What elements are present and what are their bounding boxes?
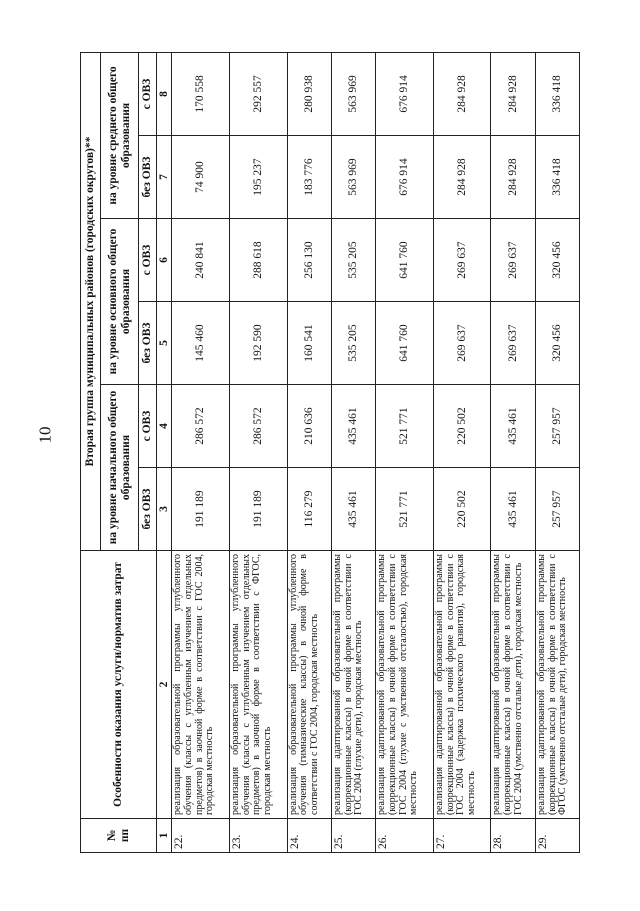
row-description: реализация образовательной программы углубленного обучения (гимназические классы) в очной форме в соответствии с ГОС 2004, городская местность <box>287 551 331 819</box>
cost-value: 257 957 <box>535 385 579 468</box>
row-number: 28. <box>491 819 535 853</box>
cost-value: 284 928 <box>491 52 535 135</box>
table-row <box>535 52 579 852</box>
column-index: 7 <box>157 136 172 219</box>
cost-value: 210 636 <box>287 385 331 468</box>
cost-value: 676 914 <box>376 52 434 135</box>
header-sub: с ОВЗ <box>139 52 157 135</box>
cost-value: 116 279 <box>287 468 331 551</box>
cost-value: 535 205 <box>331 302 375 385</box>
table-row <box>331 52 375 852</box>
cost-value: 170 558 <box>172 52 230 135</box>
header-level-secondary: на уровне среднего общего образования <box>101 52 139 218</box>
row-description: реализация адаптированной образовательной программы (коррекционные классы) в очной форме в соответствии с ГОС 2004 (умственно отсталые дети), городская местность <box>491 551 535 819</box>
cost-value: 192 590 <box>229 302 287 385</box>
cost-value: 269 637 <box>433 219 491 302</box>
cost-value: 195 237 <box>229 136 287 219</box>
row-description: реализация адаптированной образовательной программы (коррекционные классы) в очной форме в соответствии с ГОС 2004 (задержка психического развития), городская местность <box>433 551 491 819</box>
cost-value: 280 938 <box>287 52 331 135</box>
row-number: 23. <box>229 819 287 853</box>
column-index: 6 <box>157 219 172 302</box>
cost-value: 676 914 <box>376 136 434 219</box>
row-description: реализация адаптированной образовательной программы (коррекционные классы) в очной форме в соответствии с ФГОС (умственно отсталые дети), городская местность <box>535 551 579 819</box>
header-group: Вторая группа муниципальных районов (городских округов)** <box>81 52 101 550</box>
cost-value: 284 928 <box>433 136 491 219</box>
column-index: 8 <box>157 52 172 135</box>
row-number: 25. <box>331 819 375 853</box>
cost-value: 191 189 <box>229 468 287 551</box>
cost-value: 269 637 <box>433 302 491 385</box>
cost-value: 320 456 <box>535 219 579 302</box>
cost-value: 435 461 <box>491 468 535 551</box>
cost-value: 284 928 <box>491 136 535 219</box>
row-description: реализация адаптированной образовательной программы (коррекционные классы) в очной форме в соответствии с ГОС 2004 (глухие с умственной отсталостью), городская местность <box>376 551 434 819</box>
cost-value: 563 969 <box>331 52 375 135</box>
cost-value: 435 461 <box>331 468 375 551</box>
row-number: 29. <box>535 819 579 853</box>
cost-value: 563 969 <box>331 136 375 219</box>
cost-value: 292 557 <box>229 52 287 135</box>
cost-value: 191 189 <box>172 468 230 551</box>
cost-value: 336 418 <box>535 136 579 219</box>
cost-value: 521 771 <box>376 468 434 551</box>
cost-value: 435 461 <box>331 385 375 468</box>
column-index: 4 <box>157 385 172 468</box>
row-description: реализация образовательной программы углубленного обучения (классы с углубленным изучением отдельных предметов) в заочной форме в соответствии с ФГОС, городская местность <box>229 551 287 819</box>
row-description: реализация образовательной программы углубленного обучения (классы с углубленным изучением отдельных предметов) в заочной форме в соответствии с ГОС 2004, городская местность <box>172 551 230 819</box>
header-feature: Особенности оказания услуги/норматив затрат <box>81 551 157 819</box>
header-level-basic: на уровне основного общего образования <box>101 219 139 385</box>
cost-value: 257 957 <box>535 468 579 551</box>
cost-value: 535 205 <box>331 219 375 302</box>
table-row <box>172 52 230 852</box>
cost-value: 160 541 <box>287 302 331 385</box>
table-row <box>491 52 535 852</box>
column-index: 3 <box>157 468 172 551</box>
cost-value: 284 928 <box>433 52 491 135</box>
column-index: 5 <box>157 302 172 385</box>
cost-value: 521 771 <box>376 385 434 468</box>
row-number: 22. <box>172 819 230 853</box>
table-row <box>433 52 491 852</box>
cost-value: 269 637 <box>491 302 535 385</box>
cost-standards-table <box>80 52 580 853</box>
cost-value: 641 760 <box>376 219 434 302</box>
header-number: № пп <box>81 819 157 853</box>
cost-value: 286 572 <box>229 385 287 468</box>
cost-value: 145 460 <box>172 302 230 385</box>
row-description: реализация адаптированной образовательной программы (коррекционные классы) в очной форме в соответствии с ГОС 2004 (глухие дети), городская местность <box>331 551 375 819</box>
cost-value: 435 461 <box>491 385 535 468</box>
header-sub: с ОВЗ <box>139 385 157 468</box>
table-row <box>287 52 331 852</box>
header-sub: с ОВЗ <box>139 219 157 302</box>
column-index: 1 <box>157 819 172 853</box>
row-number: 26. <box>376 819 434 853</box>
header-level-primary: на уровне начального общего образования <box>101 385 139 551</box>
row-number: 24. <box>287 819 331 853</box>
page-number: 10 <box>35 426 55 444</box>
header-sub: без ОВЗ <box>139 468 157 551</box>
cost-value: 320 456 <box>535 302 579 385</box>
cost-value: 641 760 <box>376 302 434 385</box>
cost-value: 336 418 <box>535 52 579 135</box>
column-index: 2 <box>157 551 172 819</box>
cost-value: 183 776 <box>287 136 331 219</box>
cost-value: 220 502 <box>433 385 491 468</box>
header-sub: без ОВЗ <box>139 302 157 385</box>
header-sub: без ОВЗ <box>139 136 157 219</box>
table-row <box>229 52 287 852</box>
cost-value: 286 572 <box>172 385 230 468</box>
cost-value: 240 841 <box>172 219 230 302</box>
cost-value: 220 502 <box>433 468 491 551</box>
cost-value: 74 900 <box>172 136 230 219</box>
table-row <box>376 52 434 852</box>
cost-value: 269 637 <box>491 219 535 302</box>
rotated-page-content <box>80 53 580 853</box>
cost-value: 256 130 <box>287 219 331 302</box>
row-number: 27. <box>433 819 491 853</box>
cost-value: 288 618 <box>229 219 287 302</box>
